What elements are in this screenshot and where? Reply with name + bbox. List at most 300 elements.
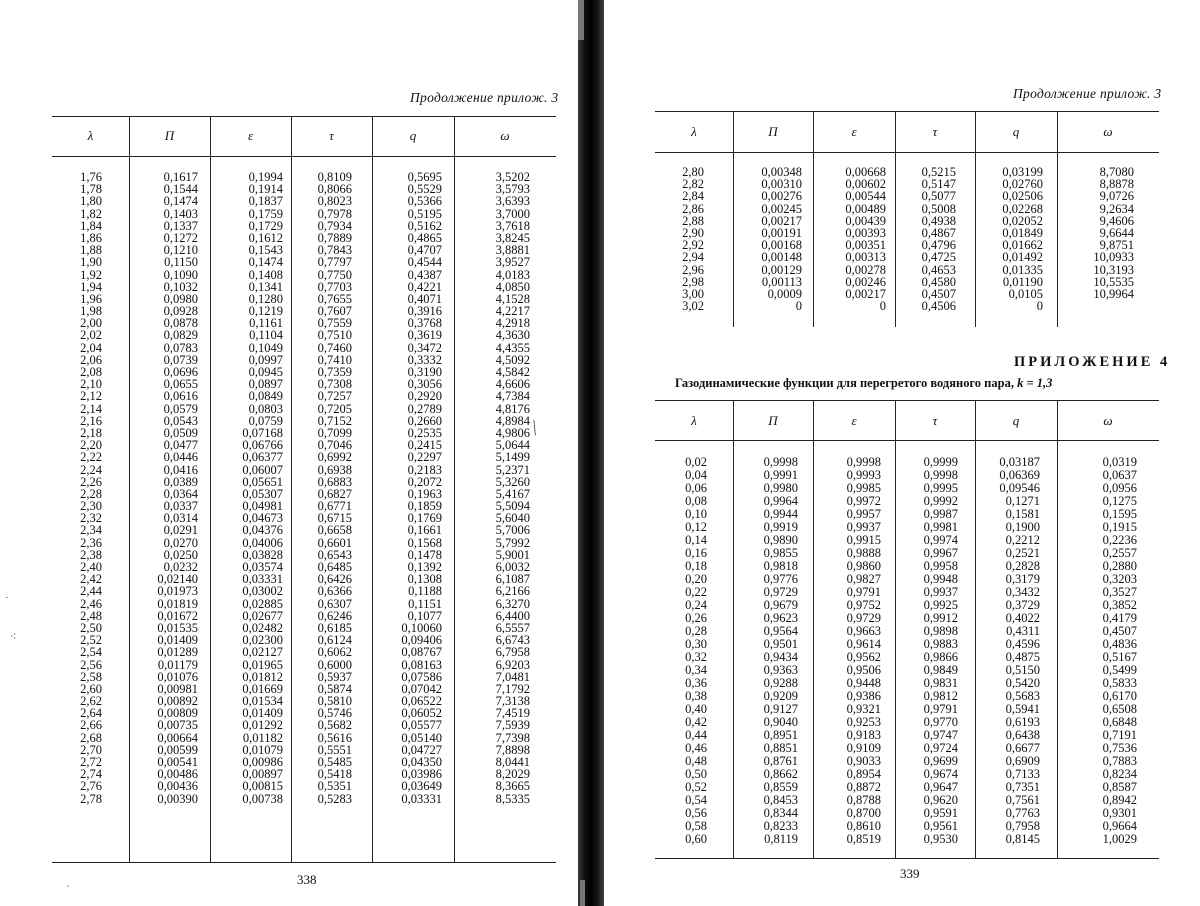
table-cell: 0,9987 [923,507,958,521]
column-pi [732,166,802,312]
table-cell: 0,46 [685,741,707,755]
table-cell: 0,06766 [242,438,283,453]
table-cell: 0,1151 [408,596,442,611]
table-cell: 0,0416 [163,462,198,477]
table-cell: 5,0644 [495,438,530,453]
left-page [0,0,578,906]
table-cell: 0,07586 [401,669,442,684]
table-cell: 0,09546 [999,481,1040,495]
table-cell: 0,03574 [242,560,283,574]
table-cell: 0,9127 [763,702,798,716]
table-cell: 4,0183 [495,267,530,282]
table-cell: 2,34 [80,523,102,538]
table-cell: 2,56 [80,657,102,672]
table-cell: 0,40 [685,702,707,716]
table-cell: 0,00489 [845,201,886,216]
table-cell: 0,8453 [763,793,798,807]
table-cell: 0,9620 [923,793,958,807]
table-cell: 0,56 [685,806,707,820]
table-cell: 9,6644 [1099,225,1134,240]
appendix-title: ПРИЛОЖЕНИЕ 4 [1014,354,1171,370]
table-cell: 2,68 [80,730,102,745]
table-cell: 0,9363 [763,663,798,677]
continuation-note: Продолжение прилож. 3 [1013,86,1162,101]
table-cell: 7,0481 [495,669,530,684]
table-cell: 0,5616 [317,730,352,745]
table-cell: 5,1499 [495,450,530,465]
table-cell: 8,0441 [495,755,530,769]
table-cell: 2,44 [80,584,102,599]
table-cell: 0,6677 [1005,741,1040,755]
table-cell: 0,8954 [846,767,881,781]
page-number: 339 [900,866,920,881]
table-cell: 0,9752 [846,598,881,612]
table-cell: 0,7750 [317,267,352,282]
table-cell: 4,8176 [495,401,530,416]
table-cell: 0,0945 [248,365,283,379]
table-cell: 4,3630 [495,328,530,343]
table-cell: 0,1543 [248,243,283,258]
table-cell: 0,7536 [1102,741,1137,755]
table-cell: 0,9647 [923,780,958,794]
table-cell: 0,1403 [163,206,198,221]
table-cell: 0,0637 [1102,468,1137,482]
table-cell: 0,01492 [1002,250,1043,265]
table-cell: 0,26 [685,611,707,625]
table-cell: 2,72 [80,755,102,769]
table-cell: 0,04727 [401,742,442,757]
table-cell: 2,18 [80,425,102,440]
table-cell: 0,3056 [407,377,442,392]
table-cell: 0,03828 [242,547,283,562]
table-cell: 0,04376 [242,523,283,538]
column-tau [896,166,956,312]
table-cell: 0,00129 [761,262,802,277]
table-cell: 0,6715 [317,511,352,526]
table-cell: 1,86 [80,230,102,245]
table-cell: 0,9948 [923,572,958,586]
column-omega [1058,456,1137,846]
table-cell: 0,3729 [1005,598,1040,612]
table-cell: 0,6170 [1102,689,1137,703]
table-cell: 0,00217 [761,213,802,228]
table-cell: 0,0980 [163,291,198,306]
table-cell: 2,36 [80,535,102,550]
table-cell: 0,06522 [401,694,442,709]
table-cell: 0,1900 [1005,520,1040,534]
table-cell: 0,5150 [1005,663,1040,677]
table-cell: 0,6185 [317,620,352,635]
table-cell: 0,02760 [1002,177,1043,192]
table-cell: 2,52 [80,633,102,648]
table-cell: 0,8519 [846,832,881,846]
table-cell: 2,58 [80,669,102,684]
table-cell: 0,01669 [242,681,283,696]
page-number: 338 [297,872,317,887]
table-cell: 3,6393 [495,194,530,209]
table-cell: 0,00276 [761,189,802,204]
table-cell: 0,5366 [407,194,442,209]
table-cell: 0,02052 [1002,213,1043,228]
table-cell: 0,4221 [407,279,442,294]
table-cell: 6,0032 [495,560,530,574]
margin-speck: ⁖ [10,631,17,643]
table-cell: 0,9972 [846,494,881,508]
table-cell: 2,76 [80,779,102,794]
table-cell: 0,1729 [248,218,283,233]
table-cell: 4,7384 [495,389,530,404]
table-cell: 0,4507 [921,286,956,301]
table-cell: 0,1104 [249,328,283,343]
table-cell: 0,9448 [846,676,881,690]
table-cell: 0,9770 [923,715,958,729]
table-cell: 0,1219 [248,304,283,319]
table-cell: 0,7883 [1102,754,1137,768]
header-tau: τ [932,124,938,139]
table-cell: 0,00668 [845,165,886,179]
table-cell: 2,32 [80,511,102,526]
table-cell: 2,28 [80,486,102,501]
table-cell: 0,6062 [317,645,352,660]
table-cell: 0,9663 [846,624,881,638]
table-cell: 1,0029 [1102,832,1137,846]
table-cell: 0,9729 [846,611,881,625]
table-cell: 0,9998 [763,455,798,469]
table-cell: 0,2880 [1102,559,1137,573]
table-cell: 0,0783 [163,340,198,355]
table-cell: 1,80 [80,194,102,209]
table-cell: 0,4865 [407,230,442,245]
table-cell: 0,22 [685,585,707,599]
column-pi [732,456,798,846]
table-cell: 0,01076 [157,669,198,684]
table-cell: 0,6000 [317,657,352,672]
table-cell: 0,01672 [157,608,198,623]
table-cell: 4,5092 [495,352,530,367]
table-cell: 1,96 [80,291,102,306]
table-cell: 0,9912 [923,611,958,625]
column-omega [455,171,530,805]
table-cell: 0,4506 [921,299,956,314]
column-pi [130,171,198,805]
table-cell: 0,8109 [317,170,352,184]
table-cell: 0,00348 [761,165,802,179]
table-cell: 3,9527 [495,255,530,270]
table-cell: 0,1994 [248,170,283,184]
table-cell: 2,06 [80,352,102,367]
table-cell: 0,9888 [846,546,881,560]
table-cell: 0,01079 [242,742,283,757]
table-cell: 6,4400 [495,608,530,623]
table-cell: 4,8984 [495,413,530,428]
table-cell: 5,2371 [495,462,530,477]
table-cell: 0,04673 [242,511,283,526]
table-cell: 0,7046 [317,438,352,453]
table-cell: 2,42 [80,572,102,587]
header-omega: ω [1103,124,1113,139]
table-cell: 0,5810 [317,694,352,709]
table-cell: 0,2415 [407,438,442,453]
table-cell: 0,1161 [249,316,283,331]
table-cell: 7,1792 [495,681,530,696]
table-cell: 0,8119 [764,832,798,846]
table-cell: 0,9506 [846,663,881,677]
table-cell: 0,32 [685,650,707,664]
table-cell: 0,1837 [248,194,283,209]
table-cell: 0,01335 [1002,262,1043,277]
column-lambda [50,171,102,805]
table-cell: 0,00981 [157,681,198,696]
table-cell: 3,8245 [495,230,530,245]
table-cell: 0,0270 [163,535,198,550]
table-cell: 0,02885 [242,596,283,611]
header-pi: П [768,124,778,139]
table-cell: 0,4707 [407,243,442,258]
table-cell: 0,7843 [317,243,352,258]
table-cell: 0,8233 [763,819,798,833]
table-cell: 0,8951 [763,728,798,742]
table-cell: 0,7889 [317,230,352,245]
table-cell: 2,20 [80,438,102,453]
table-cell: 0,02268 [1002,201,1043,216]
table-cell: 2,70 [80,742,102,757]
table-cell: 0,02127 [242,645,283,660]
table-cell: 0,9992 [923,494,958,508]
column-q [372,171,442,805]
table-cell: 0,04006 [242,535,283,550]
table-cell: 0,8587 [1102,780,1137,794]
table-cell: 0,3527 [1102,585,1137,599]
table-cell: 0,3472 [407,340,442,355]
table-cell: 0,1915 [1102,520,1137,534]
table-cell: 0,00393 [845,225,886,240]
table-cell: 2,92 [682,238,704,253]
table-cell: 0,9925 [923,598,958,612]
table-cell: 0,8788 [846,793,881,807]
table-cell: 0,4387 [407,267,442,282]
table-cell: 0,8610 [846,819,881,833]
column-q [976,166,1043,312]
table-cell: 0,07042 [401,681,442,696]
column-epsilon [814,456,881,846]
table-cell: 0,3852 [1102,598,1137,612]
table-cell: 0,1581 [1005,507,1040,521]
table-cell: 0,7763 [1005,806,1040,820]
table-cell: 2,78 [80,791,102,806]
table-cell: 3,5202 [495,170,530,184]
table-cell: 0,1049 [248,340,283,355]
table-cell: 0,9866 [923,650,958,664]
table-cell: 0,0928 [163,304,198,319]
table-cell: 3,00 [682,286,704,301]
table-cell: 0,1478 [407,547,442,562]
table-cell: 1,92 [80,267,102,282]
table-cell: 0,05140 [401,730,442,745]
table-cell: 0,5833 [1102,676,1137,690]
table-cell: 0,06052 [401,706,442,721]
table-cell: 2,30 [80,499,102,514]
table-cell: 0,9980 [763,481,798,495]
table-cell: 0,0364 [163,486,198,501]
table-cell: 0,4580 [921,274,956,289]
header-tau: τ [932,413,938,428]
table-cell: 0,5283 [317,791,352,806]
table-cell: 1,76 [80,170,102,184]
table-cell: 0,7460 [317,340,352,355]
table-cell: 9,0726 [1099,189,1134,204]
table-cell: 0,01409 [157,633,198,648]
table-cell: 0,5008 [921,201,956,216]
table-cell: 0,00148 [761,250,802,265]
table-cell: 0 [879,299,886,314]
table-cell: 0,4836 [1102,637,1137,651]
table-cell: 0,1595 [1102,507,1137,521]
table-cell: 0,00245 [761,201,802,216]
table-cell: 4,5842 [495,365,530,379]
table-cell: 0,00738 [242,791,283,806]
table-cell: 0,8066 [317,182,352,197]
column-tau [292,171,352,805]
table-cell: 0,9818 [763,559,798,573]
table-cell: 0,1914 [248,182,283,197]
table-cell: 0,01179 [157,657,198,672]
table-cell: 0,14 [685,533,707,547]
table-cell: 0,9812 [923,689,958,703]
table-cell: 0,6485 [317,560,352,574]
table-cell: 0,8023 [317,194,352,209]
table-cell: 0,0009 [767,286,802,301]
table-cell: 0,9883 [923,637,958,651]
table-cell: 2,26 [80,474,102,489]
header-lambda: λ [691,413,697,428]
table-cell: 0,3916 [407,304,442,319]
table-cell: 0,9915 [846,533,881,547]
table-cell [1058,300,1134,312]
table-cell: 0,9679 [763,598,798,612]
table-cell: 0,52 [685,780,707,794]
table-cell: 0,36 [685,676,707,690]
table-cell: 0,1474 [163,194,198,209]
table-cell: 0,04 [685,468,707,482]
table-cell: 0,7205 [317,401,352,416]
table-cell: 0,00809 [157,706,198,721]
table-cell: 0,00735 [157,718,198,733]
table-cell: 7,4519 [495,706,530,721]
table-cell: 0,34 [685,663,707,677]
table-cell: 2,46 [80,596,102,611]
table-cell: 0,1759 [248,206,283,221]
table-cell: 0,1077 [407,608,442,623]
table-cell: 0,9614 [846,637,881,651]
table-cell: 8,3665 [495,779,530,794]
table-cell: 0,0829 [163,328,198,343]
table-cell: 0,9301 [1102,806,1137,820]
table-cell: 0,1769 [407,511,442,526]
table-cell: 10,5535 [1093,274,1134,289]
table-cell: 0,2072 [407,474,442,489]
table-cell: 4,2918 [495,316,530,331]
table-cell: 0,2521 [1005,546,1040,560]
table-cell: 0,0389 [163,474,198,489]
table-cell: 8,5335 [495,791,530,806]
table-cell: 1,90 [80,255,102,270]
table-cell: 0,8145 [1005,832,1040,846]
table-cell: 0,0105 [1008,286,1043,301]
table-cell: 0,2183 [407,462,442,477]
table-cell: 0,00892 [157,694,198,709]
header-epsilon: ε [851,124,857,139]
table-cell: 0,1474 [248,255,283,270]
table-cell: 0,5077 [921,189,956,204]
table-cell: 5,7992 [495,535,530,550]
table-cell: 10,3193 [1093,262,1134,277]
table-cell: 0,9564 [763,624,798,638]
table-cell: 0,2660 [407,413,442,428]
table-cell: 0,00664 [157,730,198,745]
table-cell: 0,8344 [763,806,798,820]
table-cell: 0,44 [685,728,707,742]
table-cell: 0,5746 [317,706,352,721]
table-cell: 0,0655 [163,377,198,392]
table-cell: 1,98 [80,304,102,319]
table-cell: 2,94 [682,250,704,265]
table-cell: 0,04350 [401,755,442,769]
table-cell: 0,0543 [163,413,198,428]
table-cell: 0,4796 [921,238,956,253]
table-cell: 0,2920 [407,389,442,404]
table-cell: 0,0319 [1102,455,1137,469]
table-cell: 0,00310 [761,177,802,192]
table-cell: 8,2029 [495,767,530,782]
table-cell: 0,9501 [763,637,798,651]
table-cell: 3,7000 [495,206,530,221]
table-cell: 0,1090 [163,267,198,282]
table-cell: 3,5793 [495,182,530,197]
table-cell: 0,02 [685,455,707,469]
table-header-rule [655,440,1159,441]
table-cell: 0,3768 [407,316,442,331]
table-cell: 2,88 [682,213,704,228]
table-cell: 2,86 [682,201,704,216]
table-cell: 5,4167 [495,486,530,501]
caption-text: Газодинамические функции для перегретого водяного пара, [675,376,1014,390]
table-cell: 0,10 [685,507,707,521]
table-cell: 0,02677 [242,608,283,623]
table-cell: 0,9993 [846,468,881,482]
table-cell: 0,12 [685,520,707,534]
table-cell: 0,0739 [163,352,198,367]
table-cell: 0,2297 [407,450,442,465]
appendix-caption [675,376,1052,391]
table-cell: 0,9288 [763,676,798,690]
table-cell: 0,9998 [923,468,958,482]
table-cell: 8,7080 [1099,165,1134,179]
table-cell: 0,6827 [317,486,352,501]
table-cell: 7,7398 [495,730,530,745]
table-cell: 0,9321 [846,702,881,716]
table-cell: 2,82 [682,177,704,192]
margin-speck: ` [66,884,70,896]
table-cell: 0,08163 [401,657,442,672]
table-cell: 0,02506 [1002,189,1043,204]
table-cell: 10,9964 [1093,286,1134,301]
table-cell: 0,0878 [163,316,198,331]
table-cell: 0 [1036,299,1043,314]
table-cell: 0,1280 [248,291,283,306]
table-cell: 0,03331 [242,572,283,587]
table-cell: 0,1275 [1102,494,1137,508]
table-cell: 0,0616 [163,389,198,404]
